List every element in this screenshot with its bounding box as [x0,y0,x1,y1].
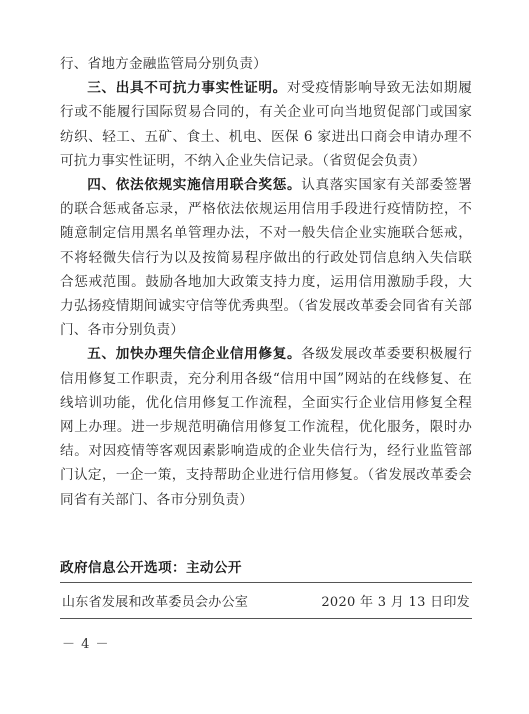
paragraph-text: 认真落实国家有关部委签署的联合惩戒备忘录，严格依法依规运用信用手段进行疫情防控，不随意制定信用黑名单管理办法，不对一般失信企业实施联合惩戒，不将轻微失信行为以及按简易程序做出的行政处罚信息纳入失信联合惩戒范围。鼓励各地加大政策支持力度，运用信用激励手段，大力弘扬疫情期间诚实守信等优秀典型。（省发展改革委会同省有关部门、各市分别负责） [60,177,472,339]
section-heading: 五、加快办理失信企业信用修复。 [87,346,302,363]
paragraph-section-4 [60,173,472,342]
paragraph-text: 对受疫情影响导致无法如期履行或不能履行国际贸易合同的，有关企业可向当地贸促部门或国家纺织、轻工、五矿、食土、机电、医保 6 家进出口商会申请办理不可抗力事实性证明，不纳入企业失信记录。（省贸促会负责） [60,80,472,169]
issue-date: 2020 年 3 月 13 日印发 [321,595,470,610]
section-heading: 三、出具不可抗力事实性证明。 [87,80,287,97]
body-text [60,52,472,512]
issuer-name: 山东省发展和改革委员会办公室 [62,595,249,610]
paragraph-text: 行、省地方金融监管局分别负责） [60,56,267,72]
section-heading: 四、依法依规实施信用联合奖惩。 [87,177,302,194]
document-footer [60,556,472,619]
page-number: － 4 － [62,637,110,652]
paragraph-continuation [60,52,472,76]
disclosure-option: 政府信息公开选项：主动公开 [60,556,472,583]
paragraph-section-5 [60,342,472,511]
paragraph-text: 各级发展改革委要积极履行信用修复工作职责，充分利用各级“信用中国”网站的在线修复、在线培训功能，优化信用修复工作流程，全面实行企业信用修复全程网上办理。进一步规范明确信用修复工作流程，优化服务，限时办结。对因疫情等客观因素影响造成的企业失信行为，经行业监管部门认定，一企一策，支持帮助企业进行信用修复。（省发展改革委会同省有关部门、各市分别负责） [60,346,472,508]
issuer-row [60,583,472,619]
paragraph-section-3 [60,76,472,173]
